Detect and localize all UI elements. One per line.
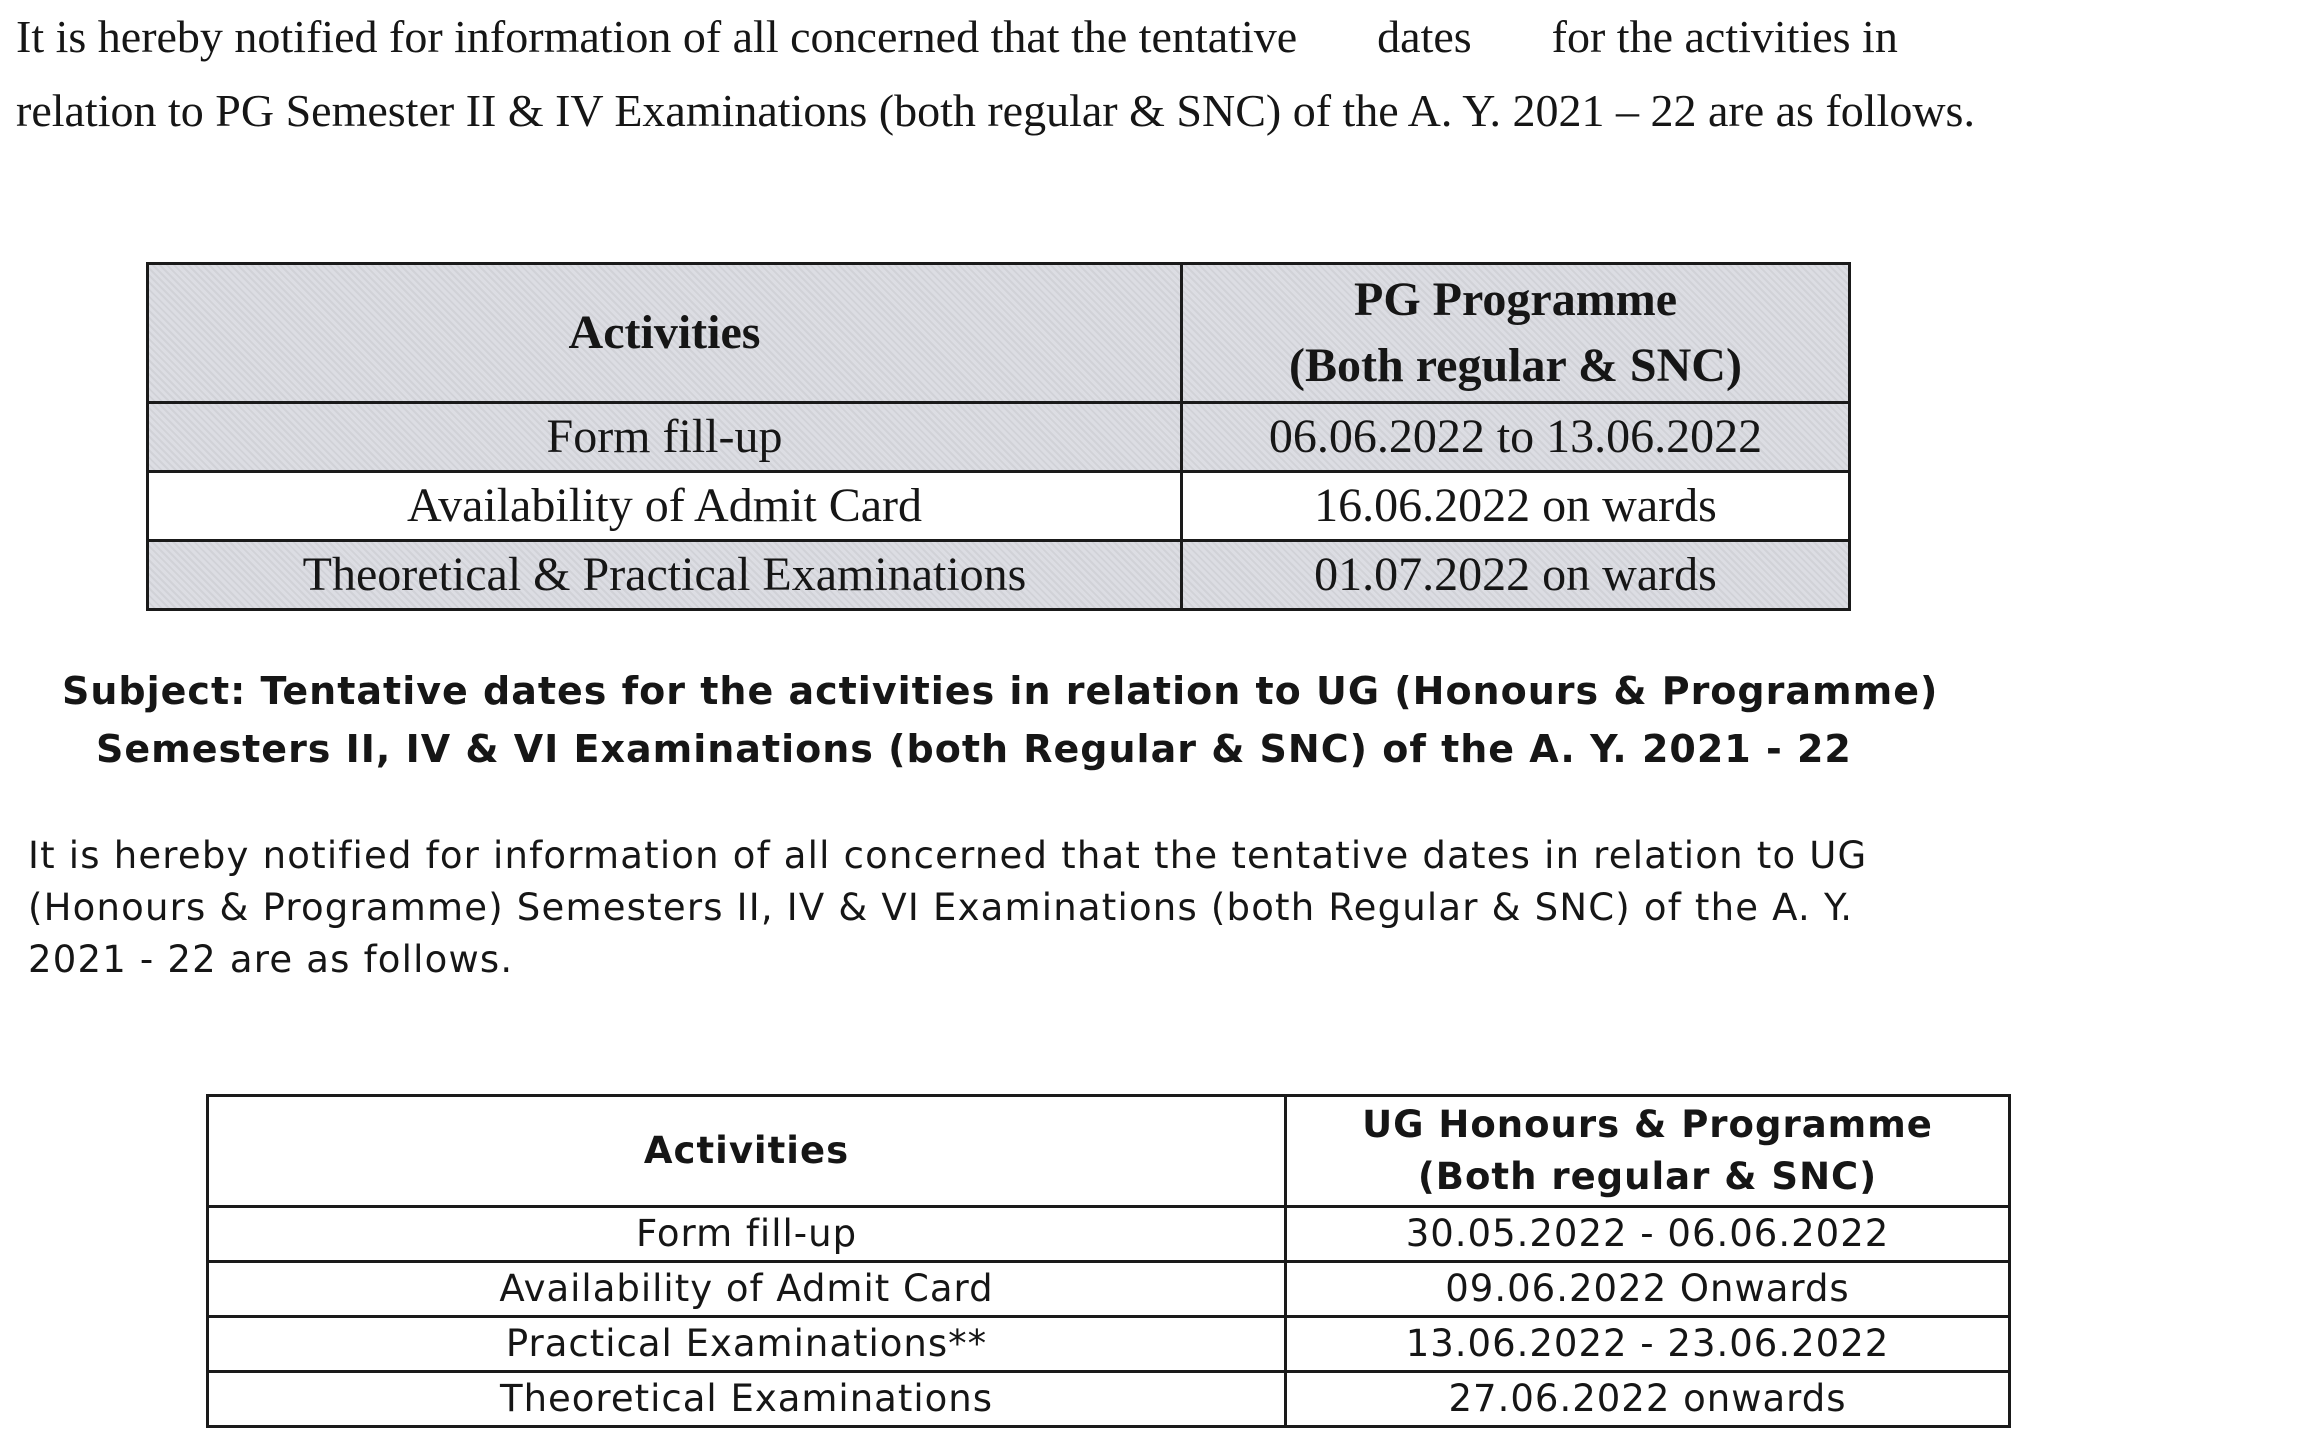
pg-activity-cell: Theoretical & Practical Examinations — [148, 541, 1182, 610]
ug-activity-cell: Form fill-up — [208, 1207, 1286, 1262]
pg-dates-table — [146, 262, 1851, 611]
pg-date-cell: 01.07.2022 on wards — [1182, 541, 1850, 610]
ug-notice-paragraph — [28, 830, 2148, 986]
pg-notice-line-1-part-2: dates — [1377, 11, 1472, 62]
ug-table-header-row — [208, 1096, 2010, 1207]
ug-activity-cell: Practical Examinations** — [208, 1317, 1286, 1372]
ug-subject-heading — [62, 662, 2062, 778]
pg-table-header-row — [148, 264, 1850, 403]
ug-notice-line-2: (Honours & Programme) Semesters II, IV & VI Examinations (both Regular & SNC) of the A. Y. — [28, 886, 1854, 929]
pg-date-cell: 16.06.2022 on wards — [1182, 472, 1850, 541]
pg-header-programme-line-1: PG Programme — [1354, 273, 1677, 326]
table-row — [208, 1262, 2010, 1317]
ug-header-activities: Activities — [208, 1096, 1286, 1207]
pg-header-activities: Activities — [148, 264, 1182, 403]
pg-notice-line-1 — [16, 0, 2066, 74]
pg-notice-line-1-part-1: It is hereby notified for information of all concerned that the tentative — [16, 11, 1298, 62]
pg-date-cell: 06.06.2022 to 13.06.2022 — [1182, 403, 1850, 472]
ug-date-cell: 27.06.2022 onwards — [1286, 1372, 2010, 1427]
ug-date-cell: 30.05.2022 - 06.06.2022 — [1286, 1207, 2010, 1262]
pg-activity-cell: Form fill-up — [148, 403, 1182, 472]
ug-activity-cell: Theoretical Examinations — [208, 1372, 1286, 1427]
ug-notice-line-1: It is hereby notified for information of all concerned that the tentative dates in relation to UG — [28, 834, 1868, 877]
ug-subject-line-1: Subject: Tentative dates for the activities in relation to UG (Honours & Programme) — [62, 669, 1939, 713]
ug-header-programme-line-1: UG Honours & Programme — [1362, 1103, 1933, 1146]
table-row — [208, 1372, 2010, 1427]
pg-notice-paragraph — [16, 0, 2066, 148]
table-row — [208, 1317, 2010, 1372]
ug-dates-table — [206, 1094, 2011, 1428]
ug-notice-line-3: 2021 - 22 are as follows. — [28, 938, 514, 981]
pg-notice-line-2: relation to PG Semester II & IV Examinations (both regular & SNC) of the A. Y. 2021 – 22 are as follows. — [16, 85, 1975, 136]
table-row — [148, 472, 1850, 541]
ug-date-cell: 09.06.2022 Onwards — [1286, 1262, 2010, 1317]
table-row — [148, 541, 1850, 610]
ug-activity-cell: Availability of Admit Card — [208, 1262, 1286, 1317]
pg-header-programme-line-2: (Both regular & SNC) — [1289, 339, 1742, 392]
table-row — [148, 403, 1850, 472]
ug-header-programme — [1286, 1096, 2010, 1207]
ug-header-programme-line-2: (Both regular & SNC) — [1417, 1155, 1878, 1198]
pg-header-programme — [1182, 264, 1850, 403]
ug-subject-line-2: Semesters II, IV & VI Examinations (both Regular & SNC) of the A. Y. 2021 - 22 — [96, 727, 1852, 771]
ug-date-cell: 13.06.2022 - 23.06.2022 — [1286, 1317, 2010, 1372]
pg-notice-line-1-part-3: for the activities in — [1551, 11, 1898, 62]
pg-activity-cell: Availability of Admit Card — [148, 472, 1182, 541]
table-row — [208, 1207, 2010, 1262]
